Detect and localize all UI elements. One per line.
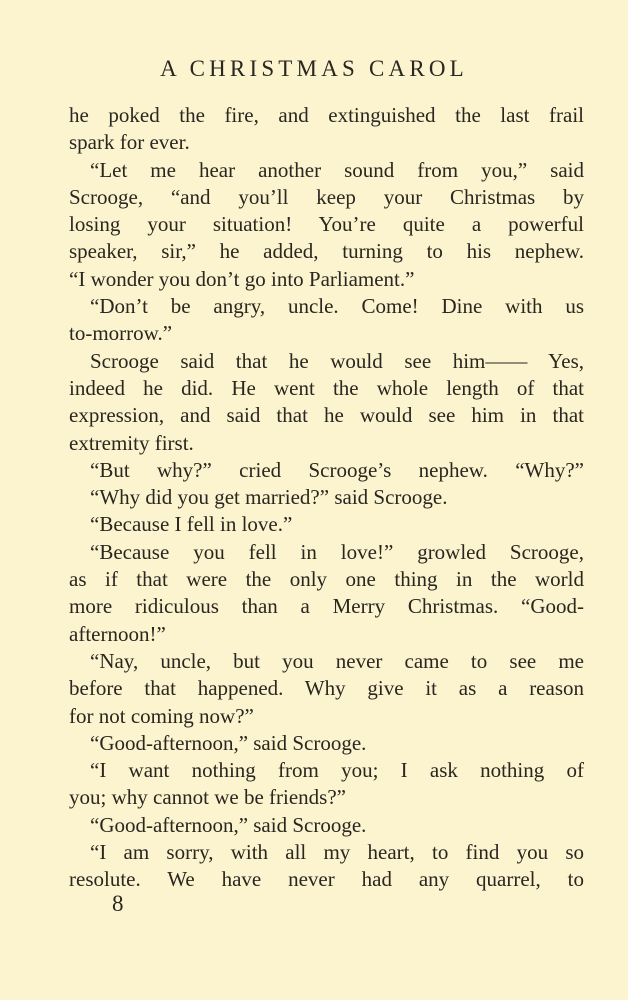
text-line: “Why did you get married?” said Scrooge. [90, 485, 448, 510]
text-line: “I wonder you don’t go into Parliament.” [69, 266, 415, 291]
text-line: extremity first. [69, 430, 194, 455]
text-line: expression, and said that he would see him in that [69, 403, 584, 428]
text-line: “Because I fell in love.” [90, 512, 293, 537]
text-line: he poked the fire, and extinguished the last frail [69, 103, 584, 127]
text-line: “But why?” cried Scrooge’s nephew. “Why?” [90, 457, 584, 482]
body-text [69, 102, 584, 894]
page-number: 8 [112, 891, 124, 916]
text-line: before that happened. Why give it as a reason [69, 676, 584, 701]
text-line: resolute. We have never had any quarrel, to [69, 867, 584, 892]
text-line: “Good-afternoon,” said Scrooge. [90, 812, 367, 837]
text-line: “Let me hear another sound from you,” said [90, 157, 584, 182]
text-line: “Nay, uncle, but you never came to see me [90, 648, 584, 673]
running-head: A CHRISTMAS CAROL [160, 56, 468, 81]
text-line: Scrooge, “and you’ll keep your Christmas by [69, 184, 584, 209]
text-line: “Don’t be angry, uncle. Come! Dine with us [90, 294, 584, 319]
text-line: spark for ever. [69, 130, 190, 155]
text-line: more ridiculous than a Merry Christmas. “Good- [69, 594, 584, 619]
text-line: “I want nothing from you; I ask nothing of [90, 758, 584, 783]
text-line: you; why cannot we be friends?” [69, 785, 346, 810]
text-line: losing your situation! You’re quite a powerful [69, 212, 584, 237]
text-line: “Because you fell in love!” growled Scrooge, [90, 539, 584, 564]
text-line: Scrooge said that he would see him—— Yes, [90, 348, 584, 373]
text-line: as if that were the only one thing in the world [69, 567, 584, 592]
text-line: to-morrow.” [69, 321, 173, 346]
text-line: indeed he did. He went the whole length of that [69, 375, 584, 400]
text-line: for not coming now?” [69, 703, 254, 728]
text-line: afternoon!” [69, 621, 166, 646]
text-line: “I am sorry, with all my heart, to find you so [90, 840, 584, 865]
text-line: “Good-afternoon,” said Scrooge. [90, 730, 367, 755]
text-line: speaker, sir,” he added, turning to his nephew. [69, 239, 584, 264]
